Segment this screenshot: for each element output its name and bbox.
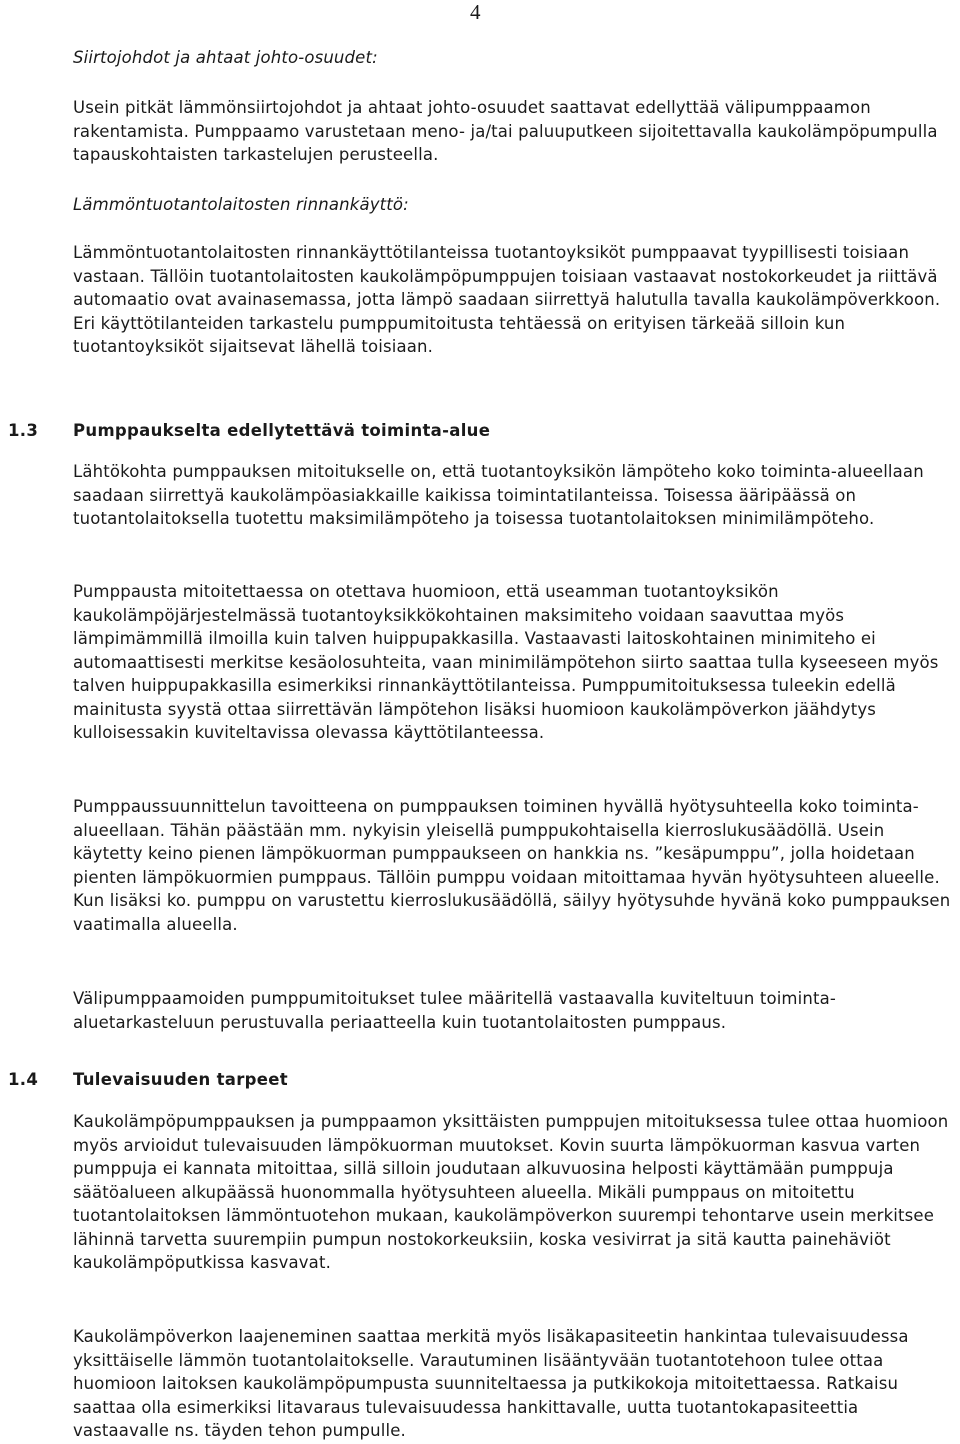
section-number: 1.3 (8, 421, 39, 440)
section-title: Pumppaukselta edellytettävä toiminta-alue (73, 421, 491, 440)
paragraph: Kaukolämpöverkon laajeneminen saattaa merkitä myös lisäkapasiteetin hankintaa tulevaisuudessa yksittäiselle lämmön tuotantolaitokselle. Varautuminen lisääntyvään tuotantotehoon tulee ottaa huomioon laitoksen kaukolämpöpumpusta suunniteltaessa ja putkikokoja mitoitettaessa. Ratkaisu saattaa olla esimerkiksi litavaraus tulevaisuudessa hankittavalle, uutta tuotantokapasiteettia vastaavalle ns. täyden tehon pumpulle. (73, 1327, 909, 1440)
paragraph-rinnankaytto: Lämmöntuotantolaitosten rinnankäyttötilanteissa tuotantoyksiköt pumppaavat tyypillisesti toisiaan vastaan. Tällöin tuotantolaitosten kaukolämpöpumppujen toisiaan vastaavat nostokorkeudet ja riittävä automaatio ovat avainasemassa, jotta lämpö saadaan siirrettyä halutulla tavalla kaukolämpöverkkoon. Eri käyttötilanteiden tarkastelu pumppumitoitusta tehtäessä on erityisen tärkeää silloin kun tuotantoyksiköt sijaitsevat lähellä toisiaan. (73, 243, 941, 356)
page-number: 4 (470, 0, 481, 24)
paragraph: Pumppaussuunnittelun tavoitteena on pumppauksen toiminen hyvällä hyötysuhteella koko toiminta-alueellaan. Tähän päästään mm. nykyisin yleisellä pumppukohtaisella kierroslukusäädöllä. Usein käytetty keino pienen lämpökuorman pumppaukseen on hankkia ns. ”kesäpumppu”, jolla hoidetaan pienten lämpökuormien pumppaus. Tällöin pumppu voidaan mitoittamaa hyvän hyötysuhteen alueelle. Kun lisäksi ko. pumppu on varustettu kierroslukusäädöllä, säilyy hyötysuhde hyvänä koko pumppauksen vaatimalla alueella. (73, 797, 951, 934)
paragraph: Kaukolämpöpumppauksen ja pumppaamon yksittäisten pumppujen mitoituksessa tulee ottaa huomioon myös arvioidut tulevaisuuden lämpökuorman muutokset. Kovin suurta lämpökuorman kasvua varten pumppuja ei kannata mitoittaa, sillä silloin joudutaan alkuvuosina helposti käyttämään pumppuja säätöalueen alkupäässä huonommalla hyötysuhteen alueella. Mikäli pumppaus on mitoitettu tuotantolaitoksen lämmöntuotehon mukaan, kaukolämpöverkon suurempi tehontarve usein merkitsee lähinnä tarvetta suurempiin pumpun nostokorkeuksiin, koska vesivirrat ja sitä kautta painehäviöt kaukolämpöputkissa kasvavat. (73, 1112, 949, 1272)
section-title: Tulevaisuuden tarpeet (73, 1070, 288, 1089)
paragraph: Lähtökohta pumppauksen mitoitukselle on, että tuotantoyksikön lämpöteho koko toiminta-alueellaan saadaan siirrettyä kaukolämpöasiakkaille kaikissa toimintatilanteissa. Toisessa ääripäässä on tuotantolaitoksella tuotettu maksimilämpöteho ja toisessa tuotantolaitoksen minimilämpöteho. (73, 462, 924, 528)
section-heading-1-4 (8, 1068, 288, 1092)
section-number: 1.4 (8, 1070, 39, 1089)
section-heading-1-3 (8, 419, 490, 443)
subheading-siirtojohdot: Siirtojohdot ja ahtaat johto-osuudet: (73, 48, 378, 67)
paragraph-siirtojohdot: Usein pitkät lämmönsiirtojohdot ja ahtaat johto-osuudet saattavat edellyttää välipumppaamon rakentamista. Pumppaamo varustetaan meno- ja/tai paluuputkeen sijoitettavalla kaukolämpöpumpulla tapauskohtaisten tarkastelujen perusteella. (73, 98, 938, 164)
paragraph: Pumppausta mitoitettaessa on otettava huomioon, että useamman tuotantoyksikön kaukolämpöjärjestelmässä tuotantoyksikkökohtainen maksimiteho voidaan saavuttaa myös lämpimämmillä ilmoilla kuin talven huippupakkasilla. Vastaavasti laitoskohtainen minimiteho ei automaattisesti merkitse kesäolosuhteita, vaan minimilämpötehon siirto saattaa tulla kyseeseen myös talven huippupakkasilla esimerkiksi rinnankäyttötilanteissa. Pumppumitoituksessa tuleekin edellä mainitusta syystä ottaa siirrettävän lämpötehon lisäksi huomioon kaukolämpöverkon jäähdytys kulloisessakin kuviteltavissa olevassa käyttötilanteessa. (73, 582, 939, 742)
paragraph: Välipumppaamoiden pumppumitoitukset tulee määritellä vastaavalla kuviteltuun toiminta-aluetarkasteluun perustuvalla periaatteella kuin tuotantolaitosten pumppaus. (73, 989, 836, 1032)
subheading-rinnankaytto: Lämmöntuotantolaitosten rinnankäyttö: (73, 195, 409, 214)
